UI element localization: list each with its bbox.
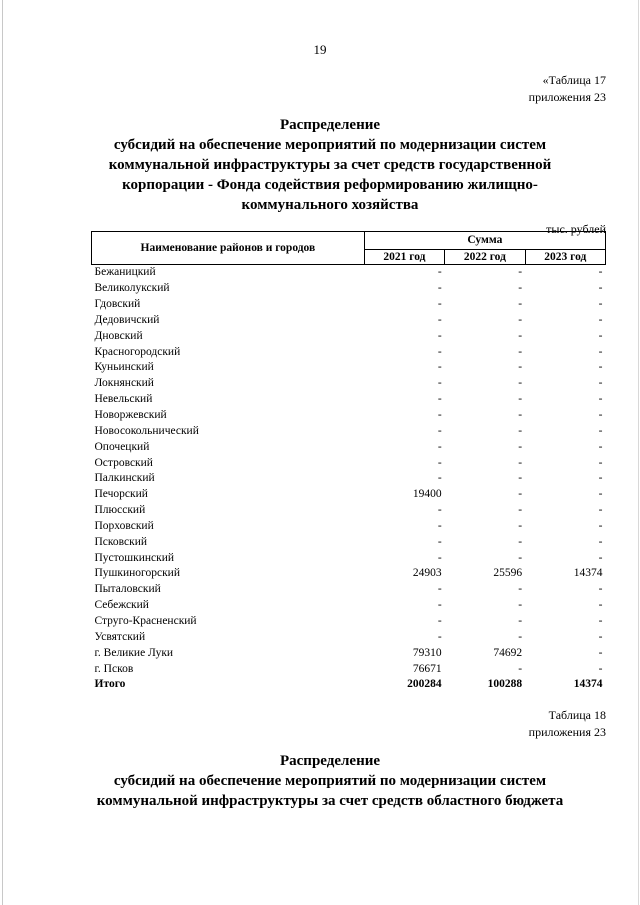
header-sum: Сумма bbox=[364, 232, 605, 250]
amount-2022: - bbox=[518, 440, 523, 453]
amount-2021: - bbox=[437, 551, 442, 564]
total-2022: 100288 bbox=[487, 678, 523, 691]
table17-title-line4: корпорации - Фонда содействия реформированию жилищно- bbox=[122, 177, 538, 193]
table-row bbox=[92, 503, 606, 519]
amount-2021: - bbox=[437, 535, 442, 548]
amount-2022: 74692 bbox=[493, 646, 523, 659]
table-row bbox=[92, 313, 606, 329]
table18-reference-line2: приложения 23 bbox=[528, 725, 606, 739]
amount-2021: - bbox=[437, 630, 442, 643]
district-name: Локнянский bbox=[94, 377, 154, 390]
amount-2021: - bbox=[437, 583, 442, 596]
amount-2022: - bbox=[518, 345, 523, 358]
amount-2023: - bbox=[598, 266, 603, 279]
table-row bbox=[92, 423, 606, 439]
table-row bbox=[92, 645, 606, 661]
amount-2023: - bbox=[598, 551, 603, 564]
table-row bbox=[92, 408, 606, 424]
table-row bbox=[92, 550, 606, 566]
table-row bbox=[92, 598, 606, 614]
table-row bbox=[92, 297, 606, 313]
table17-title-line2: субсидий на обеспечение мероприятий по модернизации систем bbox=[113, 137, 547, 153]
district-name: Новоржевский bbox=[94, 409, 167, 422]
table-row bbox=[92, 344, 606, 360]
amount-2023: - bbox=[598, 614, 603, 627]
amount-2021: - bbox=[437, 377, 442, 390]
amount-2021: 24903 bbox=[412, 567, 442, 580]
amount-2021: - bbox=[437, 329, 442, 342]
total-2021: 200284 bbox=[407, 678, 442, 691]
district-name: г. Великие Луки bbox=[94, 646, 174, 659]
amount-2023: - bbox=[598, 504, 603, 517]
amount-2022: - bbox=[518, 519, 523, 532]
amount-2021: - bbox=[437, 519, 442, 532]
amount-2021: - bbox=[437, 456, 442, 469]
header-year-2021: 2021 год bbox=[364, 249, 444, 264]
district-name: Дновский bbox=[94, 329, 143, 342]
amount-2023: - bbox=[598, 329, 603, 342]
amount-2021: - bbox=[437, 599, 442, 612]
district-name: г. Псков bbox=[94, 662, 134, 675]
table17-title-line1: Распределение bbox=[279, 117, 381, 133]
amount-2023: - bbox=[598, 599, 603, 612]
amount-2022: - bbox=[518, 504, 523, 517]
header-name: Наименование районов и городов bbox=[92, 232, 365, 265]
amount-2021: - bbox=[437, 282, 442, 295]
amount-2021: 79310 bbox=[412, 646, 442, 659]
table-row bbox=[92, 614, 606, 630]
amount-2021: - bbox=[437, 424, 442, 437]
amount-2022: - bbox=[518, 583, 523, 596]
table-row bbox=[92, 439, 606, 455]
table18-title-line3: коммунальной инфраструктуры за счет средств областного бюджета bbox=[96, 793, 564, 809]
amount-2021: - bbox=[437, 409, 442, 422]
amount-2023: - bbox=[598, 456, 603, 469]
district-name: Невельский bbox=[94, 393, 153, 406]
amount-2022: - bbox=[518, 488, 523, 501]
district-name: Струго-Красненский bbox=[94, 614, 197, 627]
amount-2021: - bbox=[437, 313, 442, 326]
table18-title-line1: Распределение bbox=[279, 753, 381, 769]
table-row bbox=[92, 392, 606, 408]
amount-2021: - bbox=[437, 266, 442, 279]
district-name: Дедовичский bbox=[94, 313, 160, 326]
table-row bbox=[92, 376, 606, 392]
table-row bbox=[92, 534, 606, 550]
amount-2022: - bbox=[518, 472, 523, 485]
amount-2022: - bbox=[518, 393, 523, 406]
amount-2021: - bbox=[437, 472, 442, 485]
units-label: тыс. рублей bbox=[546, 222, 606, 236]
amount-2021: - bbox=[437, 393, 442, 406]
table17-title-line5: коммунального хозяйства bbox=[241, 197, 419, 213]
table18-title-line2: субсидий на обеспечение мероприятий по модернизации систем bbox=[113, 773, 547, 789]
amount-2022: - bbox=[518, 424, 523, 437]
district-name: Великолукский bbox=[94, 282, 170, 295]
amount-2022: - bbox=[518, 298, 523, 311]
district-name: Куньинский bbox=[94, 361, 154, 374]
amount-2021: 19400 bbox=[412, 488, 442, 501]
amount-2022: - bbox=[518, 535, 523, 548]
table-row bbox=[92, 281, 606, 297]
table-row bbox=[92, 566, 606, 582]
amount-2023: - bbox=[598, 662, 603, 675]
amount-2021: - bbox=[437, 298, 442, 311]
district-name: Псковский bbox=[94, 535, 148, 548]
amount-2023: - bbox=[598, 424, 603, 437]
amount-2022: - bbox=[518, 630, 523, 643]
page-number: 19 bbox=[313, 42, 327, 57]
amount-2023: - bbox=[598, 519, 603, 532]
district-name: Красногородский bbox=[94, 345, 181, 358]
amount-2022: - bbox=[518, 266, 523, 279]
district-name: Опочецкий bbox=[94, 440, 150, 453]
header-year-2023: 2023 год bbox=[525, 249, 605, 264]
amount-2023: - bbox=[598, 282, 603, 295]
table-row bbox=[92, 661, 606, 677]
scan-edge-left bbox=[2, 0, 3, 905]
district-name: Пушкиногорский bbox=[94, 567, 180, 580]
amount-2023: - bbox=[598, 345, 603, 358]
district-name: Усвятский bbox=[94, 630, 146, 643]
table17-reference bbox=[529, 72, 606, 106]
amount-2023: 14374 bbox=[573, 567, 603, 580]
district-name: Себежский bbox=[94, 599, 149, 612]
amount-2023: - bbox=[598, 313, 603, 326]
amount-2022: - bbox=[518, 662, 523, 675]
amount-2023: - bbox=[598, 298, 603, 311]
amount-2023: - bbox=[598, 393, 603, 406]
district-name: Печорский bbox=[94, 488, 148, 501]
amount-2022: - bbox=[518, 599, 523, 612]
table-row bbox=[92, 629, 606, 645]
amount-2022: - bbox=[518, 329, 523, 342]
district-name: Бежаницкий bbox=[94, 266, 156, 279]
table17-title bbox=[70, 115, 590, 215]
amount-2022: 25596 bbox=[493, 567, 523, 580]
table-row bbox=[92, 265, 606, 281]
amount-2021: - bbox=[437, 504, 442, 517]
scan-edge-right bbox=[638, 0, 639, 905]
district-name: Плюсский bbox=[94, 504, 146, 517]
amount-2023: - bbox=[598, 488, 603, 501]
amount-2022: - bbox=[518, 282, 523, 295]
district-name: Новосокольнический bbox=[94, 424, 199, 437]
table17-reference-line2: приложения 23 bbox=[528, 90, 606, 104]
amount-2021: - bbox=[437, 345, 442, 358]
amount-2023: - bbox=[598, 630, 603, 643]
table-row bbox=[92, 455, 606, 471]
table18-title bbox=[70, 751, 590, 811]
amount-2021: 76671 bbox=[412, 662, 442, 675]
table18-reference-line1: Таблица 18 bbox=[548, 708, 606, 722]
district-name: Островский bbox=[94, 456, 153, 469]
amount-2023: - bbox=[598, 646, 603, 659]
subsidy-table bbox=[91, 231, 606, 693]
amount-2022: - bbox=[518, 361, 523, 374]
amount-2023: - bbox=[598, 535, 603, 548]
total-label: Итого bbox=[94, 678, 126, 691]
table-row bbox=[92, 519, 606, 535]
district-name: Пустошкинский bbox=[94, 551, 175, 564]
district-name: Палкинский bbox=[94, 472, 155, 485]
amount-2022: - bbox=[518, 614, 523, 627]
amount-2022: - bbox=[518, 409, 523, 422]
amount-2023: - bbox=[598, 377, 603, 390]
amount-2023: - bbox=[598, 361, 603, 374]
district-name: Порховский bbox=[94, 519, 154, 532]
total-2023: 14374 bbox=[573, 678, 603, 691]
amount-2022: - bbox=[518, 456, 523, 469]
table-row bbox=[92, 487, 606, 503]
header-year-2022: 2022 год bbox=[445, 249, 525, 264]
amount-2022: - bbox=[518, 551, 523, 564]
table17-title-line3: коммунальной инфраструктуры за счет средств государственной bbox=[108, 157, 552, 173]
amount-2023: - bbox=[598, 472, 603, 485]
amount-2021: - bbox=[437, 361, 442, 374]
amount-2021: - bbox=[437, 440, 442, 453]
table18-reference bbox=[529, 707, 606, 741]
district-name: Пыталовский bbox=[94, 583, 161, 596]
amount-2023: - bbox=[598, 440, 603, 453]
amount-2022: - bbox=[518, 377, 523, 390]
table-row bbox=[92, 471, 606, 487]
table17-reference-line1: «Таблица 17 bbox=[542, 73, 606, 87]
total-row bbox=[92, 677, 606, 693]
amount-2023: - bbox=[598, 583, 603, 596]
amount-2023: - bbox=[598, 409, 603, 422]
table-row bbox=[92, 360, 606, 376]
table-row bbox=[92, 328, 606, 344]
amount-2021: - bbox=[437, 614, 442, 627]
district-name: Гдовский bbox=[94, 298, 141, 311]
table-row bbox=[92, 582, 606, 598]
amount-2022: - bbox=[518, 313, 523, 326]
